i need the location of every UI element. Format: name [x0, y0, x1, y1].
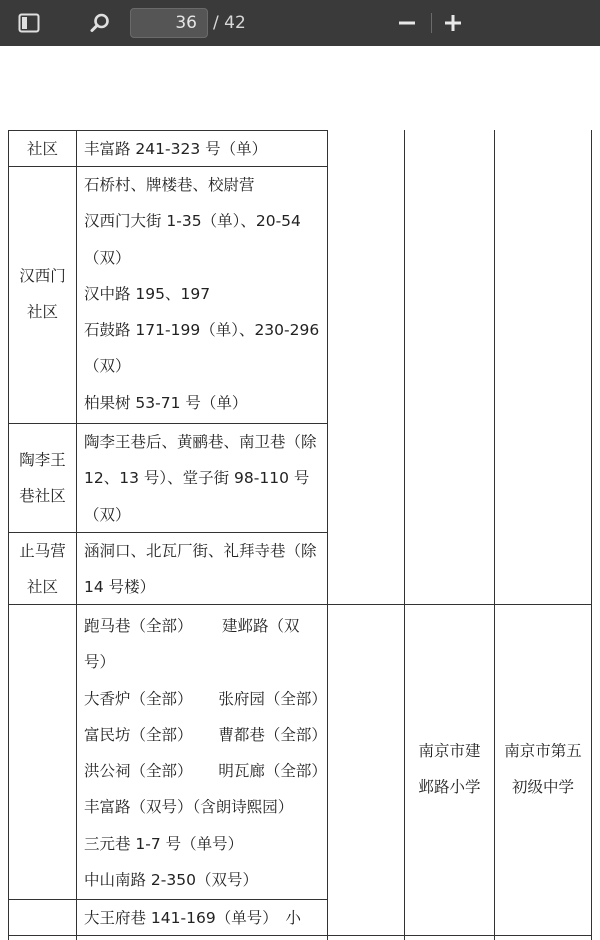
middle-school-name-line: 南京市第五 [504, 742, 582, 760]
community-name: 社区 [26, 140, 58, 158]
community-cell [9, 533, 76, 606]
address-line: 号） [84, 653, 116, 672]
document-page [0, 46, 600, 940]
address-line: 陶李王巷后、黄鹂巷、南卫巷（除 [84, 433, 317, 451]
address-line: 大王府巷 141-169（单号） 小 [84, 909, 301, 927]
community-name-line: 陶李王 [19, 451, 66, 469]
search-icon[interactable] [82, 0, 118, 46]
address-pair [84, 681, 327, 717]
address-cell [84, 424, 324, 533]
address-line: 汉西门大街 1-35（单）、20-54 [84, 212, 301, 231]
address-line: （双） [84, 357, 131, 376]
address-line: 12、13 号）、堂子街 98-110 号 [84, 469, 310, 488]
community-name-line: 社区 [26, 303, 58, 322]
address-cell [84, 608, 327, 898]
address-cell [84, 533, 324, 606]
address-item: 大香炉（全部） [84, 689, 193, 708]
primary-school-cell [405, 733, 494, 806]
community-cell [9, 258, 76, 331]
primary-school-name-line: 邺路小学 [418, 778, 481, 797]
zoom-in-button[interactable] [438, 0, 468, 46]
community-name-line: 止马营 [19, 542, 66, 560]
address-pair [84, 753, 327, 789]
address-item: 张府园（全部） [218, 689, 327, 708]
pdf-toolbar [0, 0, 600, 46]
address-cell [84, 131, 324, 167]
address-cell [84, 167, 324, 421]
address-line: （双） [84, 248, 131, 267]
address-item: 曹都巷（全部） [218, 725, 327, 744]
address-item: 富民坊（全部） [84, 725, 193, 744]
address-line: 石鼓路 171-199（单）、230-296 [84, 321, 320, 340]
address-item: 明瓦廊（全部） [218, 762, 327, 781]
primary-school-name-line: 南京市建 [418, 742, 481, 760]
address-line: （双） [84, 505, 131, 524]
address-item: 建邺路（双 [222, 617, 300, 635]
zoom-out-button[interactable] [392, 0, 422, 46]
community-name-line: 汉西门 [19, 267, 66, 285]
address-line: 丰富路 241-323 号（单） [84, 140, 268, 158]
middle-school-cell [495, 733, 591, 806]
address-pair [84, 608, 324, 644]
address-line: 汉中路 195、197 [84, 284, 211, 303]
page-total-label: / 42 [213, 13, 246, 33]
community-cell [9, 442, 76, 515]
address-line: 石桥村、牌楼巷、校尉营 [84, 176, 255, 194]
sidebar-toggle-icon[interactable] [10, 0, 48, 46]
middle-school-name-line: 初级中学 [511, 778, 574, 797]
community-name-line: 社区 [26, 578, 58, 597]
toolbar-divider [431, 13, 432, 33]
address-line: 三元巷 1-7 号（单号） [84, 834, 244, 853]
address-line: 柏果树 53-71 号（单） [84, 393, 248, 412]
address-line: 涵洞口、北瓦厂街、礼拜寺巷（除 [84, 542, 317, 560]
community-name-line: 巷社区 [19, 487, 66, 506]
page-number-input[interactable]: 36 [130, 8, 208, 38]
address-item: 洪公祠（全部） [84, 762, 193, 781]
community-cell [9, 131, 76, 167]
address-pair [84, 717, 327, 753]
address-cell [84, 900, 324, 936]
address-line: 中山南路 2-350（双号） [84, 871, 258, 890]
address-line: 14 号楼） [84, 578, 156, 597]
address-item: 跑马巷（全部） [84, 617, 193, 635]
address-line: 丰富路（双号）（含朗诗熙园） [84, 798, 294, 817]
